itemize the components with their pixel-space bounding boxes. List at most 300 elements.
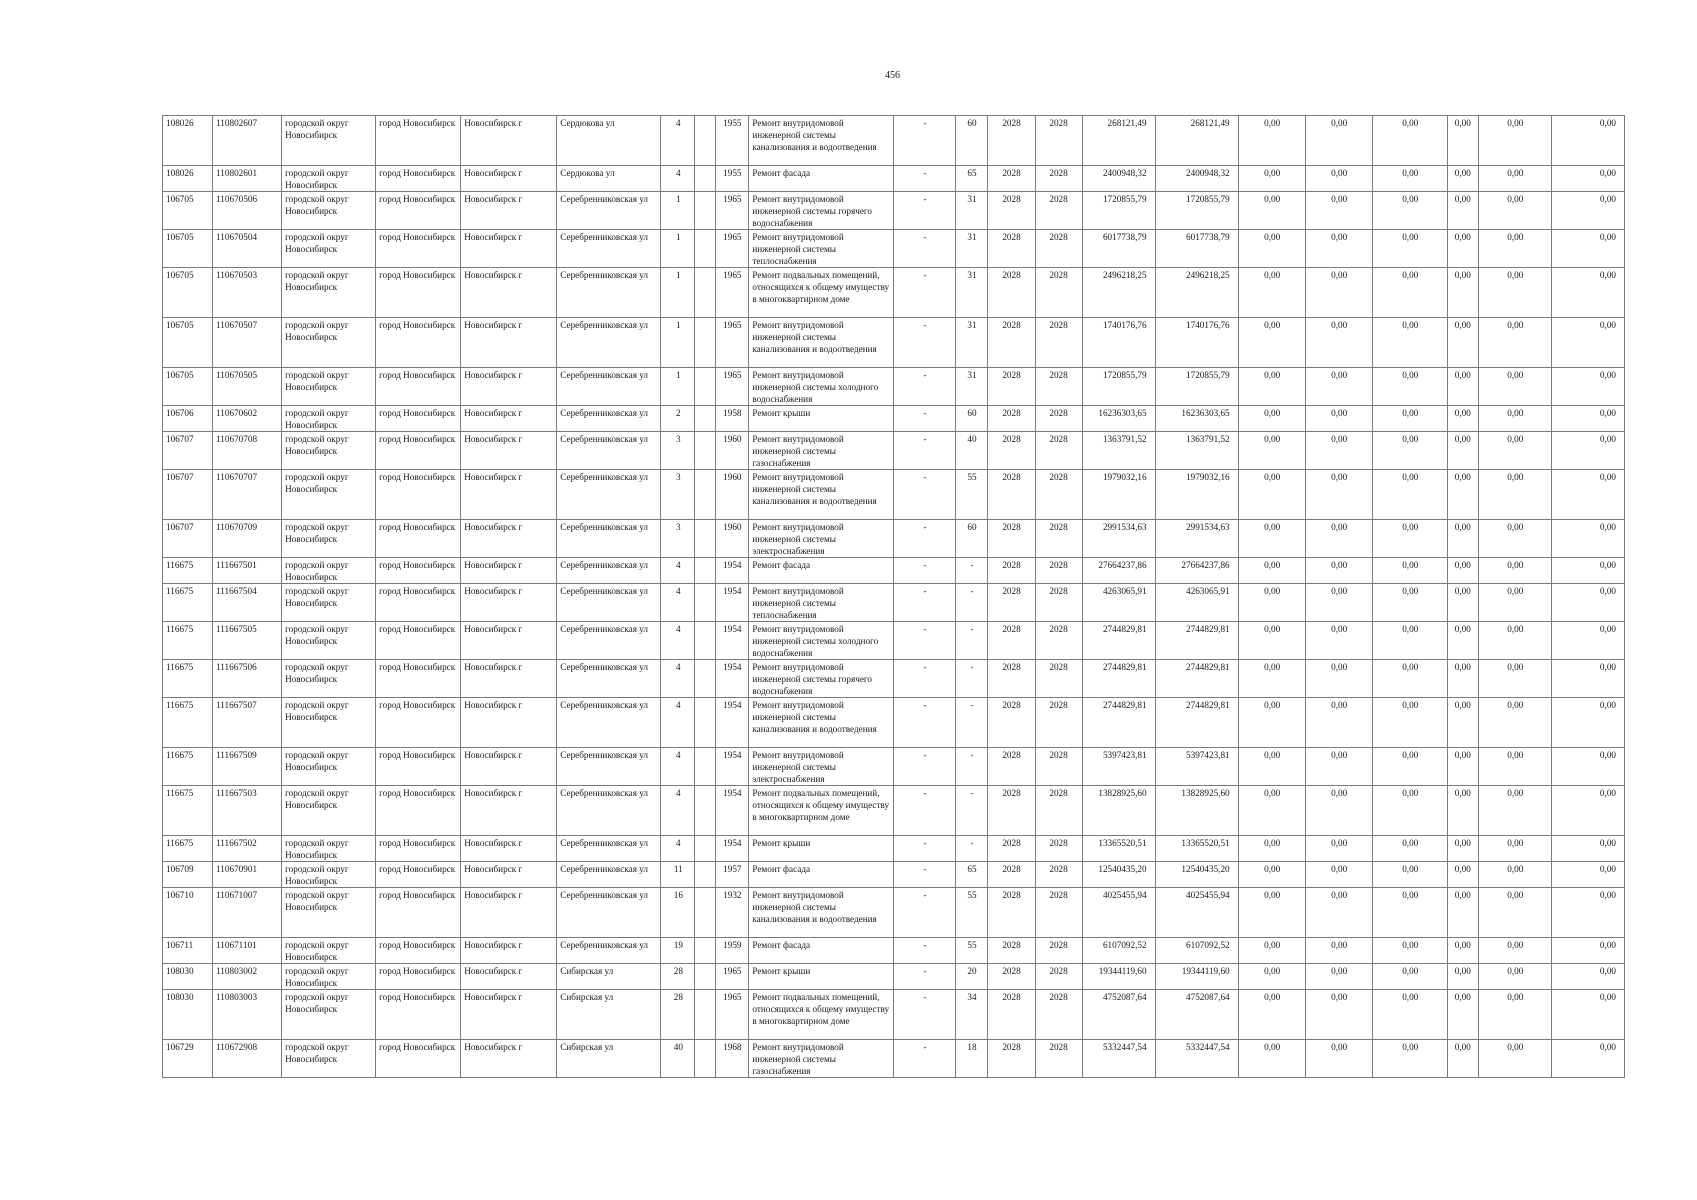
cell-cost-fund: 2496218,25: [1155, 268, 1238, 318]
cell-cost-total: 2400948,32: [1082, 166, 1155, 192]
cell-municipality: городской округ Новосибирск: [282, 660, 376, 698]
cell-cost-local: 0,00: [1372, 836, 1447, 862]
cell-cost-local: 0,00: [1372, 1040, 1447, 1078]
cell-work-id: 111667503: [213, 786, 282, 836]
table-row: [163, 836, 1625, 862]
cell-cost-total: 2496218,25: [1082, 268, 1155, 318]
cell-work-id: 111667501: [213, 558, 282, 584]
cell-settlement: город Новосибирск: [376, 584, 461, 622]
cell-cost-owners: 0,00: [1447, 990, 1478, 1040]
cell-municipality: городской округ Новосибирск: [282, 990, 376, 1040]
cell-house-number: 1: [661, 192, 695, 230]
cell-cost-reserve: 0,00: [1551, 470, 1624, 520]
table-row: [163, 230, 1625, 268]
cell-work-type: Ремонт внутридомовой инженерной системы канализования и водоотведения: [749, 470, 894, 520]
cell-cost-owners: 0,00: [1447, 268, 1478, 318]
cell-street: Серебренниковская ул: [557, 888, 661, 938]
table-row: [163, 584, 1625, 622]
cell-wear-percent: 60: [956, 520, 988, 558]
cell-city: Новосибирск г: [461, 470, 557, 520]
cell-municipality: городской округ Новосибирск: [282, 470, 376, 520]
cell-cost-owners: 0,00: [1447, 192, 1478, 230]
table-row: [163, 406, 1625, 432]
cell-cost-other: 0,00: [1478, 470, 1551, 520]
cell-house-id: 106707: [163, 432, 213, 470]
cell-cost-other: 0,00: [1478, 786, 1551, 836]
cell-street: Сердюкова ул: [557, 116, 661, 166]
cell-cost-other: 0,00: [1478, 836, 1551, 862]
cell-street: Серебренниковская ул: [557, 368, 661, 406]
cell-house-id: 106705: [163, 230, 213, 268]
cell-wear: -: [894, 862, 956, 888]
cell-cost-total: 1363791,52: [1082, 432, 1155, 470]
cell-wear-percent: 60: [956, 116, 988, 166]
cell-cost-regional: 0,00: [1305, 862, 1372, 888]
cell-settlement: город Новосибирск: [376, 230, 461, 268]
cell-cost-reserve: 0,00: [1551, 786, 1624, 836]
cell-street: Сибирская ул: [557, 964, 661, 990]
cell-work-type: Ремонт внутридомовой инженерной системы электроснабжения: [749, 748, 894, 786]
cell-wear: -: [894, 230, 956, 268]
table-row: [163, 1040, 1625, 1078]
cell-house-number: 4: [661, 166, 695, 192]
cell-year-plan-start: 2028: [988, 964, 1035, 990]
cell-work-type: Ремонт подвальных помещений, относящихся к общему имуществу в многоквартирном доме: [749, 990, 894, 1040]
cell-cost-reserve: 0,00: [1551, 938, 1624, 964]
cell-cost-other: 0,00: [1478, 660, 1551, 698]
cell-work-id: 111667505: [213, 622, 282, 660]
cell-cost-fund: 2744829,81: [1155, 622, 1238, 660]
cell-cost-total: 2744829,81: [1082, 698, 1155, 748]
cell-house-number: 19: [661, 938, 695, 964]
cell-municipality: городской округ Новосибирск: [282, 406, 376, 432]
cell-year-built: 1960: [716, 432, 749, 470]
cell-cost-other: 0,00: [1478, 622, 1551, 660]
cell-building: [695, 964, 716, 990]
cell-settlement: город Новосибирск: [376, 432, 461, 470]
cell-house-number: 1: [661, 318, 695, 368]
table-row: [163, 748, 1625, 786]
cell-municipality: городской округ Новосибирск: [282, 698, 376, 748]
cell-cost-other: 0,00: [1478, 862, 1551, 888]
cell-work-id: 110670507: [213, 318, 282, 368]
cell-house-number: 28: [661, 964, 695, 990]
cell-work-type: Ремонт подвальных помещений, относящихся к общему имуществу в многоквартирном доме: [749, 786, 894, 836]
cell-cost-local: 0,00: [1372, 368, 1447, 406]
cell-cost-fund: 6107092,52: [1155, 938, 1238, 964]
cell-house-number: 3: [661, 432, 695, 470]
table-row: [163, 558, 1625, 584]
cell-cost-federal: 0,00: [1238, 990, 1305, 1040]
cell-work-type: Ремонт внутридомовой инженерной системы холодного водоснабжения: [749, 368, 894, 406]
cell-cost-reserve: 0,00: [1551, 192, 1624, 230]
cell-settlement: город Новосибирск: [376, 520, 461, 558]
cell-cost-local: 0,00: [1372, 622, 1447, 660]
cell-house-id: 116675: [163, 748, 213, 786]
cell-cost-other: 0,00: [1478, 268, 1551, 318]
cell-city: Новосибирск г: [461, 230, 557, 268]
cell-street: Серебренниковская ул: [557, 584, 661, 622]
cell-cost-reserve: 0,00: [1551, 584, 1624, 622]
cell-year-plan-start: 2028: [988, 938, 1035, 964]
cell-cost-reserve: 0,00: [1551, 748, 1624, 786]
cell-work-id: 110670503: [213, 268, 282, 318]
cell-cost-fund: 5332447,54: [1155, 1040, 1238, 1078]
cell-cost-fund: 2400948,32: [1155, 166, 1238, 192]
cell-settlement: город Новосибирск: [376, 406, 461, 432]
cell-cost-reserve: 0,00: [1551, 990, 1624, 1040]
cell-building: [695, 470, 716, 520]
cell-house-id: 108030: [163, 964, 213, 990]
cell-year-plan-end: 2028: [1035, 938, 1082, 964]
cell-city: Новосибирск г: [461, 1040, 557, 1078]
cell-house-id: 116675: [163, 558, 213, 584]
cell-municipality: городской округ Новосибирск: [282, 786, 376, 836]
cell-year-plan-end: 2028: [1035, 230, 1082, 268]
table-row: [163, 786, 1625, 836]
cell-city: Новосибирск г: [461, 406, 557, 432]
cell-work-id: 110671101: [213, 938, 282, 964]
cell-municipality: городской округ Новосибирск: [282, 836, 376, 862]
cell-year-plan-end: 2028: [1035, 432, 1082, 470]
cell-wear-percent: 31: [956, 192, 988, 230]
cell-year-plan-start: 2028: [988, 584, 1035, 622]
cell-cost-other: 0,00: [1478, 888, 1551, 938]
cell-cost-owners: 0,00: [1447, 748, 1478, 786]
cell-year-plan-start: 2028: [988, 520, 1035, 558]
cell-work-id: 110670505: [213, 368, 282, 406]
table-row: [163, 964, 1625, 990]
cell-year-plan-end: 2028: [1035, 368, 1082, 406]
cell-year-plan-end: 2028: [1035, 748, 1082, 786]
cell-house-id: 116675: [163, 786, 213, 836]
cell-work-id: 111667509: [213, 748, 282, 786]
cell-house-id: 106705: [163, 192, 213, 230]
cell-cost-other: 0,00: [1478, 964, 1551, 990]
cell-city: Новосибирск г: [461, 584, 557, 622]
cell-work-type: Ремонт внутридомовой инженерной системы канализования и водоотведения: [749, 116, 894, 166]
cell-wear-percent: 55: [956, 470, 988, 520]
cell-building: [695, 368, 716, 406]
cell-municipality: городской округ Новосибирск: [282, 964, 376, 990]
cell-wear-percent: -: [956, 558, 988, 584]
cell-cost-other: 0,00: [1478, 192, 1551, 230]
cell-wear: -: [894, 268, 956, 318]
cell-house-number: 4: [661, 748, 695, 786]
cell-wear: -: [894, 520, 956, 558]
cell-cost-reserve: 0,00: [1551, 268, 1624, 318]
cell-year-plan-end: 2028: [1035, 964, 1082, 990]
cell-house-id: 106706: [163, 406, 213, 432]
cell-cost-total: 268121,49: [1082, 116, 1155, 166]
cell-cost-other: 0,00: [1478, 938, 1551, 964]
cell-house-id: 106707: [163, 470, 213, 520]
cell-city: Новосибирск г: [461, 836, 557, 862]
cell-settlement: город Новосибирск: [376, 1040, 461, 1078]
cell-settlement: город Новосибирск: [376, 938, 461, 964]
table-row: [163, 318, 1625, 368]
cell-cost-regional: 0,00: [1305, 1040, 1372, 1078]
cell-year-built: 1959: [716, 938, 749, 964]
cell-cost-reserve: 0,00: [1551, 116, 1624, 166]
cell-cost-reserve: 0,00: [1551, 698, 1624, 748]
cell-house-number: 16: [661, 888, 695, 938]
cell-city: Новосибирск г: [461, 268, 557, 318]
cell-cost-federal: 0,00: [1238, 230, 1305, 268]
cell-cost-other: 0,00: [1478, 116, 1551, 166]
cell-house-id: 116675: [163, 836, 213, 862]
cell-cost-fund: 2744829,81: [1155, 698, 1238, 748]
cell-wear: -: [894, 470, 956, 520]
cell-cost-regional: 0,00: [1305, 748, 1372, 786]
cell-cost-fund: 4025455,94: [1155, 888, 1238, 938]
cell-cost-total: 5332447,54: [1082, 1040, 1155, 1078]
cell-building: [695, 318, 716, 368]
cell-cost-owners: 0,00: [1447, 558, 1478, 584]
cell-house-number: 1: [661, 368, 695, 406]
cell-settlement: город Новосибирск: [376, 836, 461, 862]
cell-cost-regional: 0,00: [1305, 230, 1372, 268]
cell-year-plan-start: 2028: [988, 406, 1035, 432]
cell-wear-percent: -: [956, 786, 988, 836]
cell-cost-regional: 0,00: [1305, 660, 1372, 698]
cell-work-type: Ремонт внутридомовой инженерной системы газоснабжения: [749, 1040, 894, 1078]
cell-cost-reserve: 0,00: [1551, 888, 1624, 938]
cell-cost-reserve: 0,00: [1551, 660, 1624, 698]
cell-cost-total: 4263065,91: [1082, 584, 1155, 622]
cell-year-plan-end: 2028: [1035, 1040, 1082, 1078]
cell-wear-percent: 65: [956, 862, 988, 888]
cell-building: [695, 786, 716, 836]
cell-street: Серебренниковская ул: [557, 698, 661, 748]
cell-work-type: Ремонт внутридомовой инженерной системы канализования и водоотведения: [749, 318, 894, 368]
cell-municipality: городской округ Новосибирск: [282, 622, 376, 660]
cell-year-plan-end: 2028: [1035, 584, 1082, 622]
cell-work-type: Ремонт внутридомовой инженерной системы газоснабжения: [749, 432, 894, 470]
table-row: [163, 938, 1625, 964]
cell-cost-regional: 0,00: [1305, 938, 1372, 964]
cell-settlement: город Новосибирск: [376, 990, 461, 1040]
cell-cost-total: 2744829,81: [1082, 622, 1155, 660]
table-row: [163, 862, 1625, 888]
cell-cost-reserve: 0,00: [1551, 432, 1624, 470]
cell-cost-federal: 0,00: [1238, 432, 1305, 470]
table-row: [163, 368, 1625, 406]
cell-house-id: 106709: [163, 862, 213, 888]
cell-settlement: город Новосибирск: [376, 622, 461, 660]
cell-cost-other: 0,00: [1478, 406, 1551, 432]
cell-cost-local: 0,00: [1372, 938, 1447, 964]
cell-city: Новосибирск г: [461, 938, 557, 964]
cell-cost-fund: 2991534,63: [1155, 520, 1238, 558]
cell-settlement: город Новосибирск: [376, 748, 461, 786]
cell-building: [695, 862, 716, 888]
cell-cost-total: 27664237,86: [1082, 558, 1155, 584]
cell-wear: -: [894, 990, 956, 1040]
cell-cost-total: 1740176,76: [1082, 318, 1155, 368]
cell-wear-percent: 55: [956, 938, 988, 964]
cell-cost-local: 0,00: [1372, 786, 1447, 836]
cell-year-plan-start: 2028: [988, 318, 1035, 368]
cell-building: [695, 660, 716, 698]
cell-work-type: Ремонт фасада: [749, 862, 894, 888]
cell-year-plan-start: 2028: [988, 166, 1035, 192]
cell-year-built: 1954: [716, 698, 749, 748]
cell-cost-total: 13365520,51: [1082, 836, 1155, 862]
cell-municipality: городской округ Новосибирск: [282, 862, 376, 888]
cell-building: [695, 432, 716, 470]
cell-work-type: Ремонт внутридомовой инженерной системы холодного водоснабжения: [749, 622, 894, 660]
cell-cost-fund: 1363791,52: [1155, 432, 1238, 470]
cell-wear: -: [894, 192, 956, 230]
cell-house-number: 4: [661, 558, 695, 584]
cell-building: [695, 192, 716, 230]
cell-cost-reserve: 0,00: [1551, 166, 1624, 192]
cell-cost-federal: 0,00: [1238, 268, 1305, 318]
cell-cost-reserve: 0,00: [1551, 558, 1624, 584]
cell-house-number: 4: [661, 622, 695, 660]
cell-city: Новосибирск г: [461, 622, 557, 660]
cell-year-built: 1965: [716, 964, 749, 990]
cell-cost-reserve: 0,00: [1551, 318, 1624, 368]
cell-house-id: 106705: [163, 268, 213, 318]
cell-house-id: 106705: [163, 368, 213, 406]
cell-cost-owners: 0,00: [1447, 938, 1478, 964]
cell-work-id: 111667502: [213, 836, 282, 862]
cell-house-id: 106711: [163, 938, 213, 964]
cell-year-built: 1968: [716, 1040, 749, 1078]
cell-building: [695, 230, 716, 268]
cell-cost-federal: 0,00: [1238, 318, 1305, 368]
cell-work-id: 110670602: [213, 406, 282, 432]
cell-cost-owners: 0,00: [1447, 318, 1478, 368]
cell-house-id: 116675: [163, 698, 213, 748]
cell-cost-total: 6107092,52: [1082, 938, 1155, 964]
cell-year-built: 1954: [716, 622, 749, 660]
cell-cost-local: 0,00: [1372, 584, 1447, 622]
cell-year-plan-end: 2028: [1035, 470, 1082, 520]
cell-street: Серебренниковская ул: [557, 660, 661, 698]
cell-street: Серебренниковская ул: [557, 520, 661, 558]
cell-cost-fund: 1720855,79: [1155, 368, 1238, 406]
cell-year-plan-start: 2028: [988, 862, 1035, 888]
cell-cost-reserve: 0,00: [1551, 836, 1624, 862]
cell-house-number: 28: [661, 990, 695, 1040]
cell-street: Серебренниковская ул: [557, 406, 661, 432]
cell-municipality: городской округ Новосибирск: [282, 748, 376, 786]
cell-year-built: 1954: [716, 786, 749, 836]
cell-house-id: 108030: [163, 990, 213, 1040]
cell-year-built: 1958: [716, 406, 749, 432]
table-row: [163, 990, 1625, 1040]
cell-year-built: 1960: [716, 520, 749, 558]
cell-cost-fund: 13365520,51: [1155, 836, 1238, 862]
cell-city: Новосибирск г: [461, 558, 557, 584]
cell-year-plan-end: 2028: [1035, 192, 1082, 230]
cell-house-id: 106710: [163, 888, 213, 938]
cell-year-built: 1955: [716, 166, 749, 192]
cell-year-plan-start: 2028: [988, 268, 1035, 318]
cell-cost-owners: 0,00: [1447, 470, 1478, 520]
cell-cost-fund: 1740176,76: [1155, 318, 1238, 368]
cell-cost-local: 0,00: [1372, 698, 1447, 748]
table-row: [163, 166, 1625, 192]
cell-municipality: городской округ Новосибирск: [282, 166, 376, 192]
cell-municipality: городской округ Новосибирск: [282, 938, 376, 964]
cell-street: Сибирская ул: [557, 1040, 661, 1078]
cell-street: Серебренниковская ул: [557, 318, 661, 368]
cell-cost-federal: 0,00: [1238, 660, 1305, 698]
cell-wear-percent: 55: [956, 888, 988, 938]
cell-settlement: город Новосибирск: [376, 558, 461, 584]
cell-cost-fund: 2744829,81: [1155, 660, 1238, 698]
cell-year-built: 1965: [716, 268, 749, 318]
cell-cost-total: 13828925,60: [1082, 786, 1155, 836]
table-row: [163, 698, 1625, 748]
cell-municipality: городской округ Новосибирск: [282, 432, 376, 470]
cell-cost-reserve: 0,00: [1551, 368, 1624, 406]
cell-settlement: город Новосибирск: [376, 862, 461, 888]
cell-wear-percent: -: [956, 748, 988, 786]
cell-wear: -: [894, 888, 956, 938]
cell-municipality: городской округ Новосибирск: [282, 230, 376, 268]
cell-cost-owners: 0,00: [1447, 836, 1478, 862]
cell-building: [695, 584, 716, 622]
cell-cost-total: 1720855,79: [1082, 192, 1155, 230]
cell-cost-total: 2744829,81: [1082, 660, 1155, 698]
cell-cost-other: 0,00: [1478, 698, 1551, 748]
cell-cost-federal: 0,00: [1238, 862, 1305, 888]
cell-wear: -: [894, 660, 956, 698]
cell-city: Новосибирск г: [461, 862, 557, 888]
cell-year-built: 1954: [716, 558, 749, 584]
cell-cost-owners: 0,00: [1447, 862, 1478, 888]
cell-year-plan-start: 2028: [988, 432, 1035, 470]
cell-year-built: 1954: [716, 660, 749, 698]
cell-wear-percent: 40: [956, 432, 988, 470]
cell-settlement: город Новосибирск: [376, 964, 461, 990]
cell-cost-other: 0,00: [1478, 318, 1551, 368]
cell-city: Новосибирск г: [461, 192, 557, 230]
cell-cost-federal: 0,00: [1238, 584, 1305, 622]
cell-cost-total: 2991534,63: [1082, 520, 1155, 558]
cell-cost-federal: 0,00: [1238, 406, 1305, 432]
cell-cost-other: 0,00: [1478, 748, 1551, 786]
cell-work-type: Ремонт внутридомовой инженерной системы горячего водоснабжения: [749, 192, 894, 230]
cell-wear: -: [894, 558, 956, 584]
cell-cost-federal: 0,00: [1238, 166, 1305, 192]
cell-year-plan-start: 2028: [988, 888, 1035, 938]
cell-cost-regional: 0,00: [1305, 964, 1372, 990]
table-row: [163, 116, 1625, 166]
cell-house-number: 4: [661, 836, 695, 862]
cell-house-number: 2: [661, 406, 695, 432]
cell-street: Серебренниковская ул: [557, 230, 661, 268]
cell-year-built: 1965: [716, 318, 749, 368]
cell-street: Серебренниковская ул: [557, 192, 661, 230]
cell-year-plan-start: 2028: [988, 558, 1035, 584]
cell-cost-federal: 0,00: [1238, 786, 1305, 836]
cell-house-id: 116675: [163, 622, 213, 660]
cell-house-number: 3: [661, 470, 695, 520]
cell-cost-fund: 6017738,79: [1155, 230, 1238, 268]
cell-work-type: Ремонт внутридомовой инженерной системы канализования и водоотведения: [749, 888, 894, 938]
cell-building: [695, 836, 716, 862]
cell-cost-other: 0,00: [1478, 432, 1551, 470]
cell-year-built: 1954: [716, 748, 749, 786]
cell-street: Сердюкова ул: [557, 166, 661, 192]
cell-settlement: город Новосибирск: [376, 660, 461, 698]
